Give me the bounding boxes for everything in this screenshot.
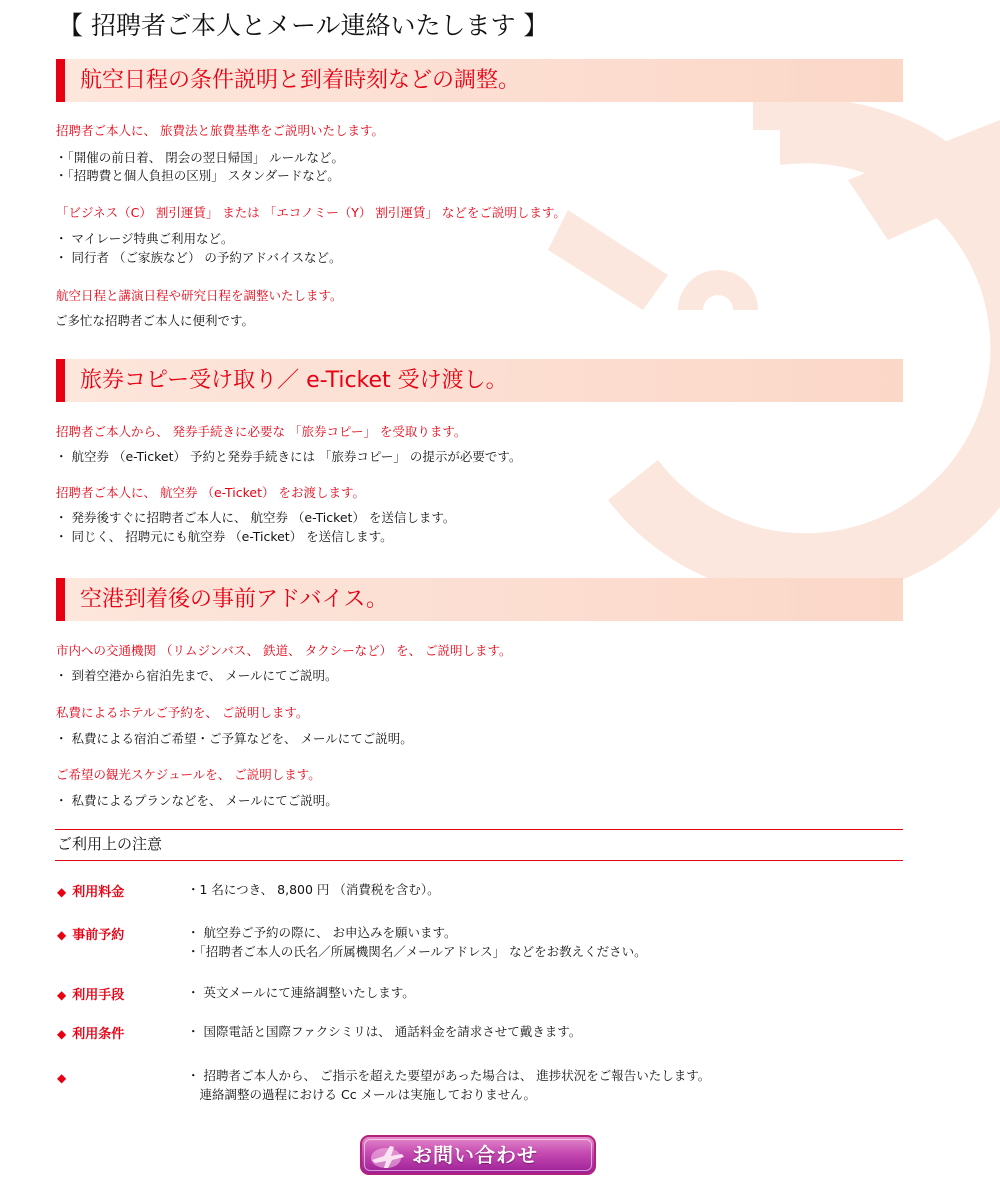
group-line: ・ マイレージ特典ご利用など。 — [55, 231, 234, 246]
group-line: ・ 発券後すぐに招聘者ご本人に、 航空券 （e-Ticket） を送信します。 — [55, 510, 456, 525]
notice-label-method — [57, 986, 124, 1005]
group-lead: 招聘者ご本人に、 旅費法と旅費基準をご説明いたします。 — [56, 123, 384, 138]
section-accent-bar — [56, 59, 65, 102]
group-lead: 市内への交通機関 （リムジンバス、 鉄道、 タクシーなど） を、 ご説明します。 — [56, 643, 512, 658]
group-line: ・ 私費によるプランなどを、 メールにてご説明。 — [55, 793, 338, 808]
section-header-flight-schedule — [56, 59, 903, 102]
watermark-emblem — [548, 60, 1000, 580]
notice-title: ご利用上の注意 — [57, 835, 163, 853]
notice-label-conditions — [57, 1025, 124, 1044]
group-line: ・「招聘費と個人負担の区別」 スタンダードなど。 — [55, 168, 340, 183]
group-lead: 「ビジネス（C） 割引運賃」 または 「エコノミー（Y） 割引運賃」 などをご説明します。 — [56, 205, 566, 220]
contact-button-label: お問い合わせ — [412, 1143, 538, 1167]
group-line: ・「開催の前日着、 閉会の翌日帰国」 ルールなど。 — [55, 150, 344, 165]
section-accent-bar — [56, 578, 65, 621]
section-header-passport-eticket — [56, 359, 903, 402]
divider — [55, 860, 903, 861]
notice-label-text: 利用料金 — [72, 885, 125, 900]
diamond-icon: ◆ — [57, 928, 67, 942]
notice-text: ・ 招聘者ご本人から、 ご指示を超えた要望があった場合は、 進捗状況をご報告いたします。 — [187, 1068, 711, 1083]
section-heading: 旅券コピー受け取り／ e-Ticket 受け渡し。 — [80, 368, 508, 393]
notice-label-fee — [57, 883, 124, 902]
notice-text: ・ 航空券ご予約の際に、 お申込みを願います。 — [187, 925, 457, 940]
group-line: ・ 航空券 （e-Ticket） 予約と発券手続きには 「旅券コピー」 の提示が必要です。 — [55, 449, 522, 464]
group-lead: 私費によるホテルご予約を、 ご説明します。 — [56, 705, 309, 720]
notice-text: ・「招聘者ご本人の氏名／所属機関名／メールアドレス」 などをお教えください。 — [187, 944, 647, 959]
notice-text: 連絡調整の過程における Cc メールは実施しておりません。 — [187, 1087, 537, 1102]
section-heading: 空港到着後の事前アドバイス。 — [80, 587, 389, 612]
page-title: 【 招聘者ご本人とメール連絡いたします 】 — [58, 11, 549, 40]
group-lead: 招聘者ご本人に、 航空券 （e-Ticket） をお渡します。 — [56, 485, 365, 500]
section-heading: 航空日程の条件説明と到着時刻などの調整。 — [80, 68, 521, 93]
notice-label-reservation — [57, 926, 124, 945]
group-line: ご多忙な招聘者ご本人に便利です。 — [55, 313, 255, 328]
group-line: ・ 私費による宿泊ご希望・ご予算などを、 メールにてご説明。 — [55, 731, 413, 746]
notice-text: ・1 名につき、 8,800 円 （消費税を含む）。 — [187, 882, 440, 897]
section-header-airport-advice — [56, 578, 903, 621]
diamond-icon: ◆ — [57, 988, 67, 1002]
notice-label-text: 事前予約 — [72, 928, 125, 943]
contact-button[interactable] — [360, 1135, 596, 1175]
divider — [55, 829, 903, 830]
group-line: ・ 同行者 （ご家族など） の予約アドバイスなど。 — [55, 250, 342, 265]
diamond-icon: ◆ — [57, 885, 67, 899]
diamond-icon: ◆ — [57, 1071, 67, 1085]
notice-text: ・ 英文メールにて連絡調整いたします。 — [187, 985, 415, 1000]
group-lead: ご希望の観光スケジュールを、 ご説明します。 — [56, 767, 321, 782]
notice-text: ・ 国際電話と国際ファクシミリは、 通話料金を請求させて戴きます。 — [187, 1024, 582, 1039]
notice-label-other — [57, 1069, 72, 1088]
group-lead: 航空日程と講演日程や研究日程を調整いたします。 — [56, 288, 343, 303]
notice-label-text: 利用条件 — [72, 1027, 125, 1042]
diamond-icon: ◆ — [57, 1027, 67, 1041]
group-line: ・ 同じく、 招聘元にも航空券 （e-Ticket） を送信します。 — [55, 529, 393, 544]
notice-label-text: 利用手段 — [72, 988, 125, 1003]
section-accent-bar — [56, 359, 65, 402]
airplane-icon — [368, 1142, 408, 1170]
group-line: ・ 到着空港から宿泊先まで、 メールにてご説明。 — [55, 668, 338, 683]
group-lead: 招聘者ご本人から、 発券手続きに必要な 「旅券コピー」 を受取ります。 — [56, 424, 467, 439]
